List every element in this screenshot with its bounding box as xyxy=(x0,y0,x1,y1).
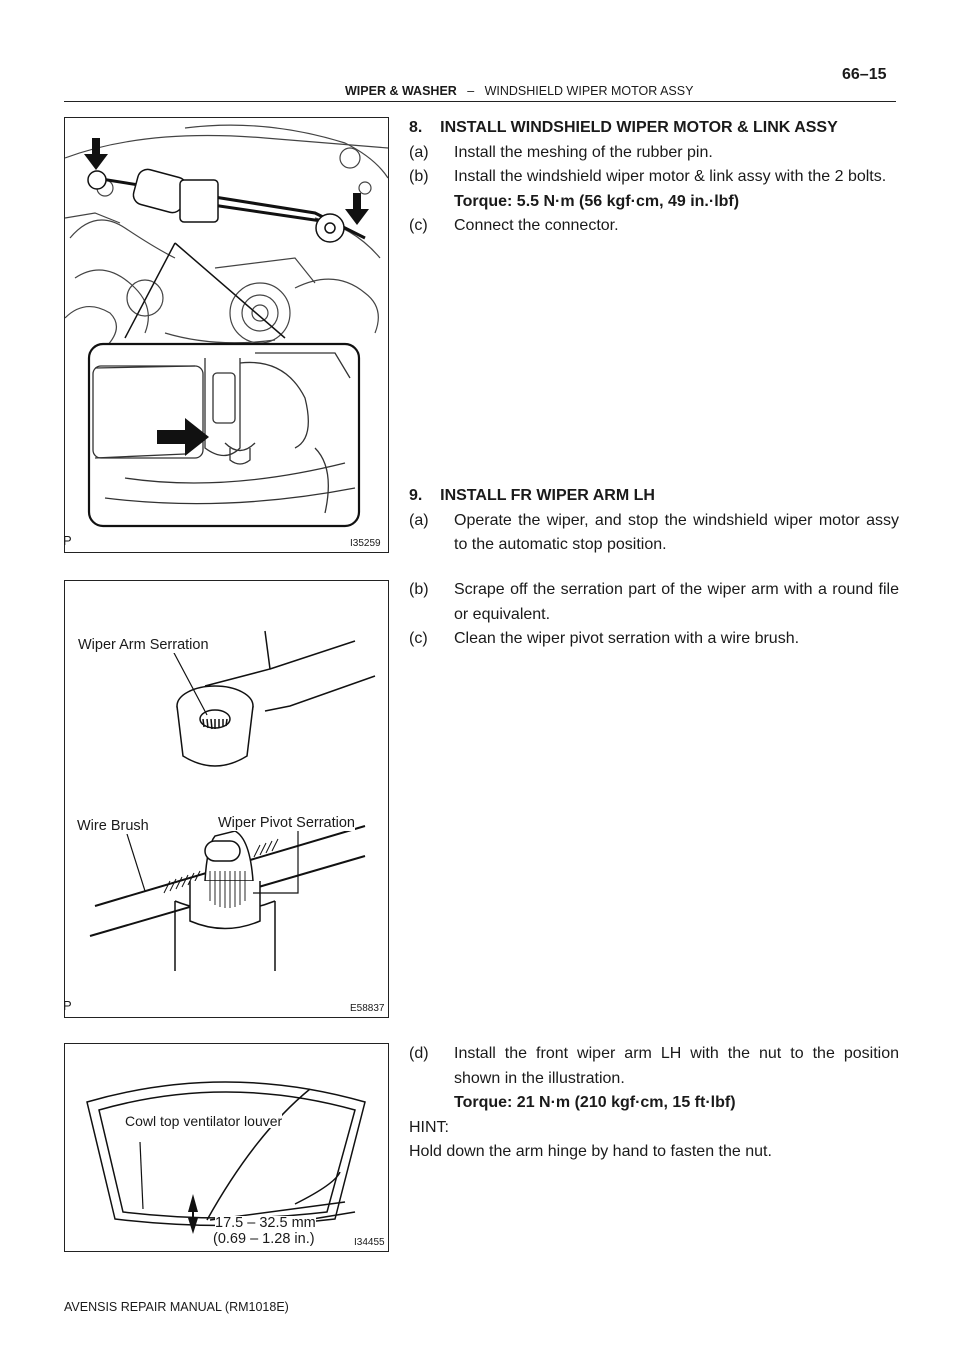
figure-p-mark: P xyxy=(63,998,72,1013)
page-number: 66–15 xyxy=(842,66,887,83)
label-wiper-pivot-serration: Wiper Pivot Serration xyxy=(218,815,355,831)
step-8 xyxy=(409,116,899,239)
wiper-motor-illustration xyxy=(65,118,388,552)
step-9-install xyxy=(409,1042,899,1165)
list-item xyxy=(409,165,899,214)
list-item xyxy=(409,509,899,558)
figure-serration xyxy=(64,580,389,1018)
step-8-title: 8. INSTALL WINDSHIELD WIPER MOTOR & LINK ASSY xyxy=(409,119,838,136)
list-item xyxy=(409,578,899,627)
figure-p-mark: P xyxy=(63,533,72,548)
figure-id: I34455 xyxy=(354,1237,385,1248)
item-text: Clean the wiper pivot serration with a wire brush. xyxy=(454,630,800,647)
list-item xyxy=(409,627,899,652)
item-number: (c) xyxy=(409,630,428,647)
item-text: Install the meshing of the rubber pin. xyxy=(454,143,713,161)
label-wire-brush: Wire Brush xyxy=(77,818,149,834)
item-number: (b) xyxy=(409,581,429,598)
footer: AVENSIS REPAIR MANUAL (RM1018E) xyxy=(64,1300,289,1314)
step-9 xyxy=(409,484,899,558)
step-9-title: 9. INSTALL FR WIPER ARM LH xyxy=(409,487,655,504)
item-text: Operate the wiper, and stop the windshield wiper motor assy to the automatic stop position. xyxy=(454,511,899,553)
label-cowl-top-ventilator-louver: Cowl top ventilator louver xyxy=(125,1113,283,1129)
label-wiper-arm-serration: Wiper Arm Serration xyxy=(78,637,209,653)
torque-spec: Torque: 5.5 N·m (56 kgf·cm, 49 in.·lbf) xyxy=(454,192,740,210)
item-number: (c) xyxy=(409,217,428,234)
item-text: Install the windshield wiper motor & link assy with the 2 bolts. xyxy=(454,168,887,185)
item-number: (d) xyxy=(409,1045,429,1062)
header-section: WIPER & WASHER xyxy=(345,84,457,98)
header-separator: – xyxy=(467,84,475,98)
item-text: Scrape off the serration part of the wiper arm with a round file or equivalent. xyxy=(454,581,899,623)
torque-spec: Torque: 21 N·m (210 kgf·cm, 15 ft·lbf) xyxy=(454,1094,736,1111)
item-number: (b) xyxy=(409,168,429,185)
label-dimension-in: (0.69 – 1.28 in.) xyxy=(213,1231,315,1247)
item-number: (a) xyxy=(409,511,429,529)
figure-id: I35259 xyxy=(350,538,381,549)
figure-id: E58837 xyxy=(350,1003,385,1014)
hint-text: Hold down the arm hinge by hand to fasten the nut. xyxy=(409,1143,772,1160)
list-item xyxy=(409,141,899,166)
figure-wiper-position xyxy=(64,1043,389,1252)
hint-label: HINT: xyxy=(409,1118,449,1136)
list-item xyxy=(409,1042,899,1116)
figure-wiper-motor xyxy=(64,117,389,553)
header-rule xyxy=(64,101,896,102)
label-dimension-mm: 17.5 – 32.5 mm xyxy=(215,1215,316,1231)
item-text: Install the front wiper arm LH with the nut to the position shown in the illustration. xyxy=(454,1045,899,1087)
item-number: (a) xyxy=(409,143,429,161)
header-subsection: WINDSHIELD WIPER MOTOR ASSY xyxy=(484,84,694,98)
item-text: Connect the connector. xyxy=(454,217,619,234)
list-item xyxy=(409,214,899,239)
running-header xyxy=(345,84,693,98)
step-9-cont xyxy=(409,578,899,652)
